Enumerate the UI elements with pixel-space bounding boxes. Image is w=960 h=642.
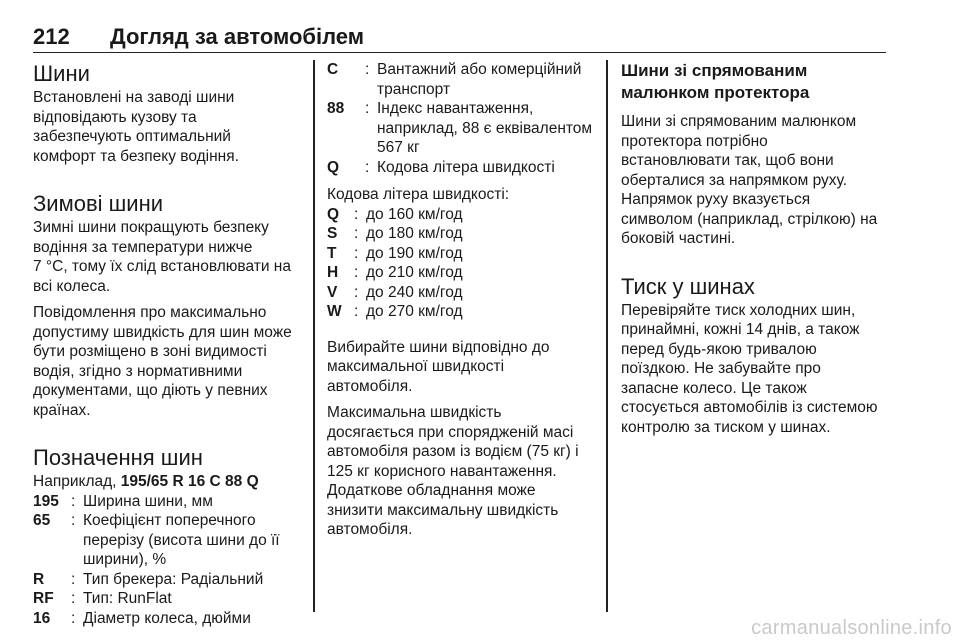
def-key: 16 bbox=[33, 609, 51, 627]
column-2 bbox=[327, 60, 593, 540]
speed-code-title: Кодова літера швидкості: bbox=[327, 186, 510, 203]
tire-code-definitions-cont: C : Вантажний або комерційний транспорт 88 : Індекс навантаження, наприклад, 88 є еквівалентом 567 кг Q : Кодова літера швидкості bbox=[327, 61, 593, 176]
def-value: Тип брекера: Радіальний bbox=[83, 570, 264, 588]
column-divider bbox=[606, 60, 608, 612]
speed-key: Q bbox=[327, 205, 340, 223]
paragraph-max-speed: Максимальна швидкість досягається при спорядженій масі автомобіля разом із водієм (75 кг) і 125 кг корисного навантаження. Додаткове обладнання може знизити максимальну швидкість автомобіля. bbox=[327, 404, 579, 538]
def-key: 88 bbox=[327, 100, 345, 117]
def-value: Вантажний або комерційний транспорт bbox=[377, 61, 582, 98]
tire-code-definitions: 195 : Ширина шини, мм 65 : Коефіцієнт поперечного перерізу (висота шини до її ширини), % R : Тип брекера: Радіальний RF : Тип: RunFlat 16 : Діаметр колеса, дюйми bbox=[33, 492, 301, 629]
def-key: 195 bbox=[33, 492, 59, 510]
paragraph-directional-tires: Шини зі спрямованим малюнком протектора потрібно встановлювати так, щоб вони оберталися за напрямком руху. Напрямок руху вказується символом (наприклад, стрілкою) на боковій частині. bbox=[621, 113, 878, 247]
speed-key: T bbox=[327, 244, 337, 262]
watermark: carmanualsonline.info bbox=[751, 617, 952, 639]
def-key: RF bbox=[33, 590, 54, 607]
section-heading-winter-tires: Зимові шини bbox=[33, 191, 164, 216]
column-divider bbox=[313, 60, 315, 612]
speed-key: V bbox=[327, 283, 338, 301]
def-value: Тип: RunFlat bbox=[83, 590, 172, 607]
def-value: Індекс навантаження, наприклад, 88 є еквівалентом 567 кг bbox=[377, 100, 593, 156]
speed-value: до 240 км/год bbox=[366, 283, 463, 301]
def-key: Q bbox=[327, 158, 340, 176]
column-3 bbox=[621, 60, 891, 437]
speed-value: до 160 км/год bbox=[366, 205, 463, 223]
section-heading-tires: Шини bbox=[33, 61, 90, 86]
section-heading-directional-tires: Шини зі спрямованим малюнком протектора bbox=[621, 61, 810, 102]
section-heading-tire-pressure: Тиск у шинах bbox=[621, 273, 755, 299]
speed-key: H bbox=[327, 264, 339, 281]
paragraph-tires-intro: Встановлені на заводі шини відповідають кузову та забезпечують оптимальний комфорт та безпеку водіння. bbox=[33, 89, 239, 165]
section-heading-tire-designation: Позначення шин bbox=[33, 445, 203, 470]
speed-value: до 190 км/год bbox=[366, 244, 463, 262]
column-1 bbox=[33, 60, 301, 628]
def-key: C bbox=[327, 61, 339, 78]
def-key: R bbox=[33, 570, 45, 588]
speed-key: W bbox=[327, 303, 342, 320]
speed-value: до 180 км/год bbox=[366, 225, 463, 242]
paragraph-speed-notice: Повідомлення про максимально допустиму швидкість для шин може бути розміщено в зоні видимості водія, згідно з нормативними документами, що діють у певних країнах. bbox=[33, 304, 292, 419]
speed-code-list: Q : до 160 км/год S : до 180 км/год T : до 190 км/год H : до 210 км/год V : до 240 км/год W : до 270 км/год bbox=[327, 205, 593, 322]
def-value: Коефіцієнт поперечного перерізу (висота шини до її ширини), % bbox=[83, 512, 280, 568]
speed-key: S bbox=[327, 225, 338, 242]
paragraph-choose-tires: Вибирайте шини відповідно до максимальної швидкості автомобіля. bbox=[327, 338, 550, 395]
speed-value: до 270 км/год bbox=[366, 303, 463, 320]
paragraph-tire-pressure: Перевіряйте тиск холодних шин, принаймні, кожні 14 днів, а також перед будь-якою тривалою поїздкою. Не забувайте про запасне колесо. Це також стосується автомобілів із системою контролю за тиском у шинах. bbox=[621, 301, 878, 436]
def-value: Діаметр колеса, дюйми bbox=[83, 609, 251, 627]
tire-example-code: 195/65 R 16 C 88 Q bbox=[120, 473, 259, 490]
def-value: Кодова літера швидкості bbox=[377, 158, 555, 176]
def-key: 65 bbox=[33, 512, 51, 529]
page-title: Догляд за автомобілем bbox=[110, 24, 365, 49]
tire-example-line: Наприклад, 195/65 R 16 C 88 Q bbox=[33, 473, 259, 490]
page-number: 212 bbox=[33, 24, 70, 49]
page-header bbox=[33, 22, 886, 53]
def-value: Ширина шини, мм bbox=[83, 492, 213, 510]
speed-value: до 210 км/год bbox=[366, 264, 463, 281]
paragraph-winter-tires: Зимні шини покращують безпеку водіння за температури нижче 7 °C, тому їх слід встановлювати на всі колеса. bbox=[33, 219, 291, 295]
